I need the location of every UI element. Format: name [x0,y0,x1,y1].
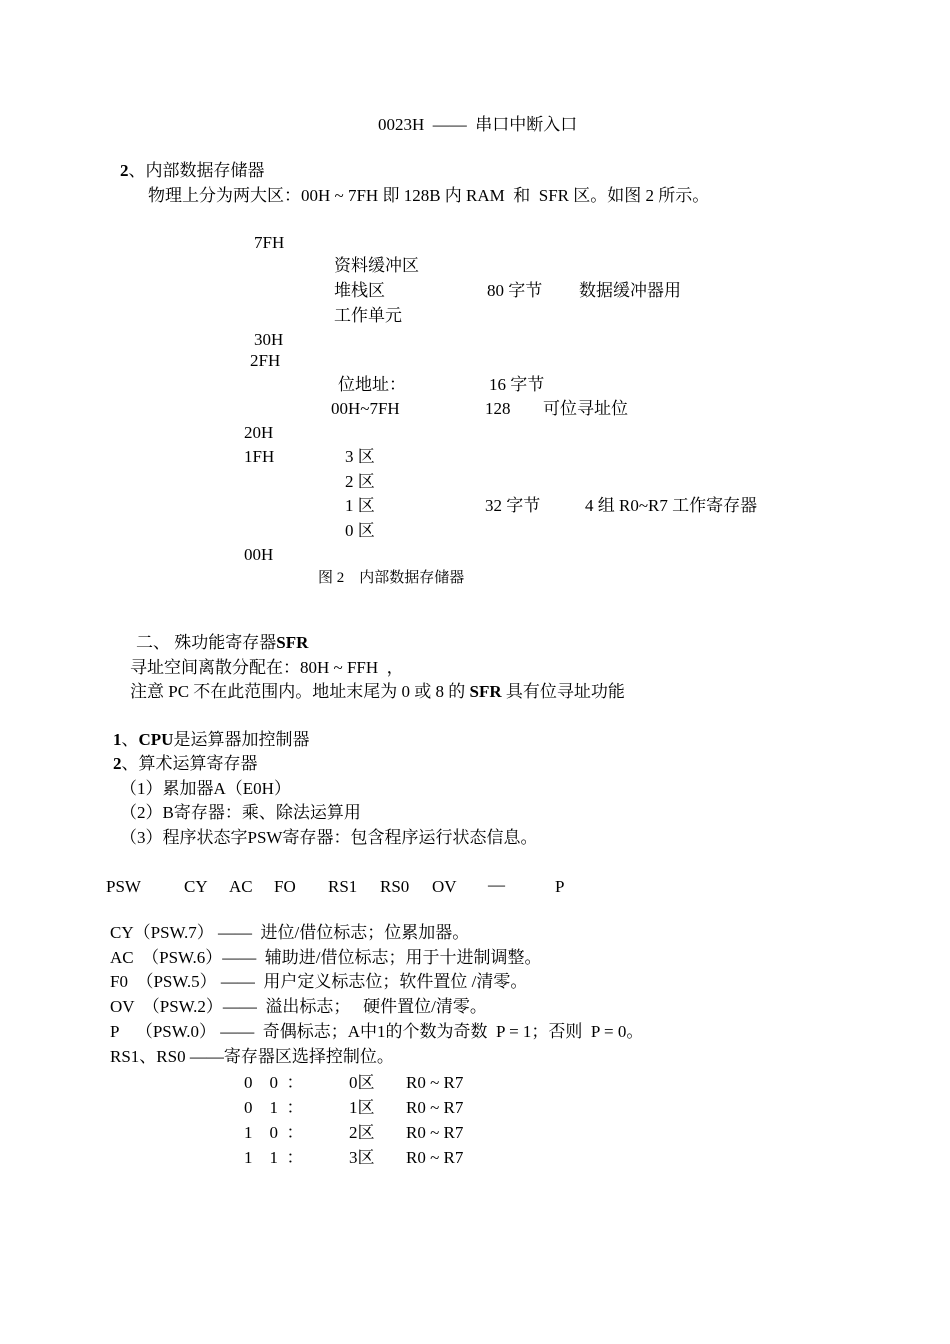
figure-caption: 图 2 内部数据存储器 [318,570,465,586]
sub-item-accumulator: （1）累加器A（E0H） [120,779,291,798]
sfr-note-text-a: 注意 PC 不在此范围内。地址末尾为 0 或 8 的 [130,682,470,701]
bytes-32-label: 32 字节 [485,496,541,515]
psw-bit-ac: AC [229,877,253,896]
item-1-cpu: CPU [138,730,174,749]
bank-0-label: 0 区 [345,521,375,540]
sfr-heading-text: 二、 殊功能寄存器 [136,633,277,652]
register-groups-label: 4 组 R0~R7 工作寄存器 [585,496,758,515]
item-1-text: 是运算器加控制器 [173,730,310,749]
bytes-16-label: 16 字节 [489,375,545,394]
bit-range-label: 00H~7FH [331,399,400,418]
address-1fh: 1FH [244,447,275,466]
psw-bit-cy: CY [184,877,208,896]
address-2fh: 2FH [250,351,281,370]
address-7fh: 7FH [254,233,285,252]
sfr-heading-bold: SFR [276,633,309,652]
flag-f0-description: F0 （PSW.5） —— 用户定义标志位；软件置位 /清零。 [110,972,528,991]
section-2-heading [120,160,265,182]
sfr-heading [136,632,308,654]
bytes-80-label: 80 字节 [487,281,543,300]
rs-row-bits: 1 0 ： [244,1123,304,1142]
flag-ac-description: AC （PSW.6）—— 辅助进/借位标志；用于十进制调整。 [110,948,542,967]
rs-row-registers: R0 ~ R7 [406,1123,464,1142]
flag-p-description: P （PSW.0） —— 奇偶标志；A中1的个数为奇数 P = 1；否则 P = 0。 [110,1022,644,1041]
item-2 [113,753,258,775]
sub-item-b-register: （2）B寄存器：乘、除法运算用 [120,803,361,822]
section-2-description: 物理上分为两大区：00H ~ 7FH 即 128B 内 RAM 和 SFR 区。如图 2 所示。 [148,186,710,205]
bit-address-label: 位地址： [338,375,406,394]
rs-row-registers: R0 ~ R7 [406,1148,464,1167]
stack-area-label: 堆栈区 [334,281,385,300]
work-unit-label: 工作单元 [334,306,402,325]
item-1-separator: 、 [121,730,139,749]
rs-row-bank: 2区 [349,1123,375,1142]
buffer-area-label: 资料缓冲区 [334,256,419,275]
rs-row-bits: 1 1 ： [244,1148,304,1167]
flag-rs-description: RS1、RS0 ——寄存器区选择控制位。 [110,1047,394,1066]
sub-item-psw: （3）程序状态字PSW寄存器：包含程序运行状态信息。 [120,828,538,847]
rs-row-bank: 3区 [349,1148,375,1167]
rs-row-registers: R0 ~ R7 [406,1073,464,1092]
rs-row-registers: R0 ~ R7 [406,1098,464,1117]
bank-2-label: 2 区 [345,472,375,491]
psw-label: PSW [106,877,141,896]
flag-cy-description: CY（PSW.7） —— 进位/借位标志；位累加器。 [110,923,470,942]
address-30h: 30H [254,330,284,349]
rs-row-bank: 1区 [349,1098,375,1117]
sfr-note-text-b: 具有位寻址功能 [501,682,625,701]
section-2-title: 、内部数据存储器 [128,161,265,180]
item-1 [113,729,309,751]
sfr-address-range: 寻址空间离散分配在：80H ~ FFH ， [130,658,404,677]
item-1-number: 1 [113,730,122,749]
sfr-note-bold: SFR [469,682,502,701]
buffer-use-label: 数据缓冲器用 [579,281,681,300]
interrupt-entry-line: 0023H —— 串口中断入口 [378,115,578,134]
item-2-number: 2 [113,754,122,773]
psw-bit-unused: — [488,875,505,894]
rs-row-bank: 0区 [349,1073,375,1092]
rs-row-bits: 0 1 ： [244,1098,304,1117]
rs-row-bits: 0 0 ： [244,1073,304,1092]
flag-ov-description: OV （PSW.2）—— 溢出标志； 硬件置位/清零。 [110,997,487,1016]
bit-addressable-label: 可位寻址位 [543,399,628,418]
psw-bit-fo: FO [274,877,296,896]
count-128-label: 128 [485,399,511,418]
item-2-text: 、算术运算寄存器 [121,754,258,773]
section-2-number: 2 [120,161,129,180]
bank-1-label: 1 区 [345,496,375,515]
psw-bit-rs0: RS0 [380,877,410,896]
address-20h: 20H [244,423,274,442]
address-00h: 00H [244,545,274,564]
psw-bit-rs1: RS1 [328,877,358,896]
psw-bit-p: P [555,877,565,896]
psw-bit-ov: OV [432,877,457,896]
sfr-note [130,681,625,703]
bank-3-label: 3 区 [345,447,375,466]
